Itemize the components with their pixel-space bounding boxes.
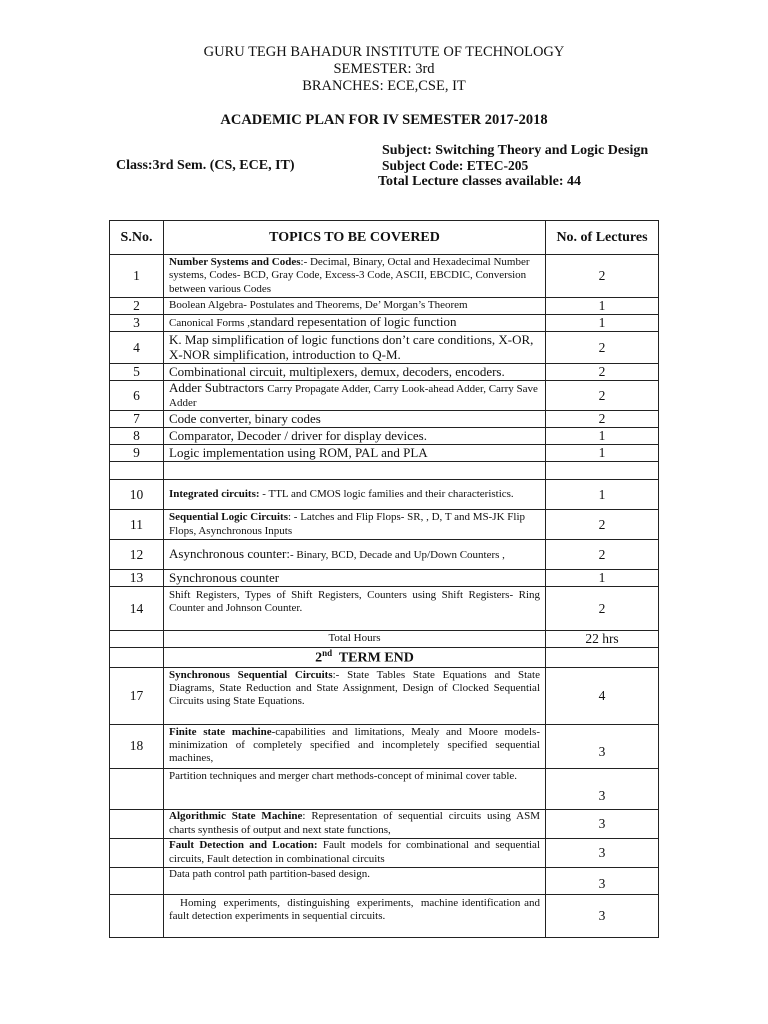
row-sno: 6 xyxy=(110,381,164,411)
empty-cell xyxy=(110,648,164,668)
row-topic xyxy=(164,315,546,332)
empty-cell xyxy=(110,631,164,648)
row-lectures: 2 xyxy=(546,332,659,364)
row-sno: 4 xyxy=(110,332,164,364)
table-row xyxy=(110,298,659,315)
term-end-number: 2 xyxy=(315,650,323,666)
row-topic xyxy=(164,667,546,724)
row-sno xyxy=(110,768,164,809)
row-sno xyxy=(110,809,164,838)
table-row xyxy=(110,510,659,540)
topic-text-large: Asynchronous counter: xyxy=(169,545,290,561)
topic-text: : - Latches and Flip Flops- SR, , D, T and MS-JK Flip Flops, Asynchronous Inputs xyxy=(169,511,526,537)
table-row xyxy=(110,480,659,510)
topic-heading: Finite state machine xyxy=(169,725,272,738)
term-end-text: TERM END xyxy=(332,650,414,666)
row-lectures: 1 xyxy=(546,445,659,462)
topic-text: Canonical Forms , xyxy=(169,317,250,330)
row-topic xyxy=(164,809,546,838)
row-sno xyxy=(110,838,164,867)
topic-text-large: Adder Subtractors xyxy=(169,380,268,396)
row-lectures: 2 xyxy=(546,364,659,381)
empty-cell xyxy=(546,462,659,480)
row-lectures: 4 xyxy=(546,667,659,724)
topic-text: -capabilities and limitations, Mealy and Moore models-minimization of completely specified and incompletely specified sequential machines, xyxy=(169,725,540,765)
row-sno: 3 xyxy=(110,315,164,332)
table-row xyxy=(110,428,659,445)
table-row xyxy=(110,809,659,838)
table-row xyxy=(110,570,659,587)
subject-code: Subject Code: ETEC-205 xyxy=(382,158,529,173)
topic-text: :- Decimal, Binary, Octal and Hexadecimal Number systems, Codes- BCD, Gray Code, Excess-3 Code, ASCII, EBCDIC, Conversion between various Codes xyxy=(169,256,530,295)
row-sno: 5 xyxy=(110,364,164,381)
semester-line: SEMESTER: 3rd xyxy=(333,61,435,77)
institute-name: GURU TEGH BAHADUR INSTITUTE OF TECHNOLOGY xyxy=(203,44,565,60)
term-end-suffix: nd xyxy=(322,648,333,658)
branches-line: BRANCHES: ECE,CSE, IT xyxy=(302,78,466,94)
row-topic: Shift Registers, Types of Shift Registers, Counters using Shift Registers- Ring Counter and Johnson Counter. xyxy=(164,587,546,631)
table-header-row xyxy=(110,221,659,255)
empty-cell xyxy=(164,462,546,480)
table-row xyxy=(110,445,659,462)
table-row xyxy=(110,255,659,298)
table-row xyxy=(110,540,659,570)
row-sno: 13 xyxy=(110,570,164,587)
topic-heading: Synchronous Sequential Circuits xyxy=(169,668,333,681)
row-lectures: 1 xyxy=(546,480,659,510)
row-topic xyxy=(164,724,546,768)
subject-line: Subject: Switching Theory and Logic Design xyxy=(382,143,649,158)
topic-text: Fault models for combinational and sequential circuits, Fault detection in combinational circuits xyxy=(169,839,540,865)
row-sno: 12 xyxy=(110,540,164,570)
row-topic: Comparator, Decoder / driver for display devices. xyxy=(164,428,546,445)
topic-heading: Sequential Logic Circuits xyxy=(169,511,288,524)
row-lectures: 3 xyxy=(546,838,659,867)
row-topic xyxy=(164,510,546,540)
row-topic: Code converter, binary codes xyxy=(164,411,546,428)
empty-row xyxy=(110,462,659,480)
header-lectures: No. of Lectures xyxy=(546,221,659,255)
row-lectures: 2 xyxy=(546,255,659,298)
row-lectures: 2 xyxy=(546,381,659,411)
topic-heading: Fault Detection and Location: xyxy=(169,839,318,852)
topic-text: - Binary, BCD, Decade and Up/Down Counters , xyxy=(289,548,505,561)
row-sno: 2 xyxy=(110,298,164,315)
table-row xyxy=(110,894,659,937)
row-sno: 9 xyxy=(110,445,164,462)
table-row xyxy=(110,867,659,894)
row-lectures: 3 xyxy=(546,809,659,838)
table-row xyxy=(110,364,659,381)
term-end-label xyxy=(164,648,546,668)
row-lectures: 1 xyxy=(546,315,659,332)
row-lectures: 3 xyxy=(546,867,659,894)
table-row xyxy=(110,315,659,332)
row-sno: 1 xyxy=(110,255,164,298)
row-sno: 8 xyxy=(110,428,164,445)
term-end-row xyxy=(110,648,659,668)
topic-text: - TTL and CMOS logic families and their characteristics. xyxy=(259,487,514,500)
total-lectures-available: Total Lecture classes available: 44 xyxy=(378,174,581,189)
row-lectures: 2 xyxy=(546,587,659,631)
row-sno: 10 xyxy=(110,480,164,510)
table-row xyxy=(110,667,659,724)
row-topic xyxy=(164,838,546,867)
table-row xyxy=(110,587,659,631)
topic-heading: Algorithmic State Machine xyxy=(169,810,303,823)
row-topic xyxy=(164,540,546,570)
row-sno: 7 xyxy=(110,411,164,428)
row-sno: 18 xyxy=(110,724,164,768)
row-sno xyxy=(110,867,164,894)
row-lectures: 2 xyxy=(546,411,659,428)
topic-text: Carry Propagate Adder, Carry Look-ahead Adder, Carry Save Adder xyxy=(169,383,538,409)
row-topic xyxy=(164,255,546,298)
row-topic: Logic implementation using ROM, PAL and PLA xyxy=(164,445,546,462)
header-sno: S.No. xyxy=(110,221,164,255)
row-topic: Boolean Algebra- Postulates and Theorems, De’ Morgan’s Theorem xyxy=(164,298,546,315)
empty-cell xyxy=(546,648,659,668)
row-topic: Homing experiments, distinguishing experiments, machine identification and fault detection experiments in sequential circuits. xyxy=(164,894,546,937)
topic-text-large: standard repesentation of logic function xyxy=(249,314,457,330)
empty-cell xyxy=(110,462,164,480)
row-topic: Data path control path partition-based design. xyxy=(164,867,546,894)
row-topic: Partition techniques and merger chart methods-concept of minimal cover table. xyxy=(164,768,546,809)
row-lectures: 3 xyxy=(546,724,659,768)
topic-text: :- State Tables State Equations and State Diagrams, State Reduction and State Assignment, Design of Clocked Sequential Circuits using State Equations. xyxy=(169,668,541,708)
plan-title: ACADEMIC PLAN FOR IV SEMESTER 2017-2018 xyxy=(220,112,548,128)
header-topics: TOPICS TO BE COVERED xyxy=(164,221,546,255)
row-sno: 11 xyxy=(110,510,164,540)
row-topic xyxy=(164,480,546,510)
row-lectures: 1 xyxy=(546,428,659,445)
row-lectures: 1 xyxy=(546,570,659,587)
table-row xyxy=(110,838,659,867)
row-topic: Synchronous counter xyxy=(164,570,546,587)
row-topic xyxy=(164,381,546,411)
table-row xyxy=(110,332,659,364)
row-sno: 17 xyxy=(110,667,164,724)
row-topic: K. Map simplification of logic functions don’t care conditions, X-OR, X-NOR simplification, introduction to Q-M. xyxy=(164,332,546,364)
row-lectures: 1 xyxy=(546,298,659,315)
total-hours-value: 22 hrs xyxy=(546,631,659,648)
table-row xyxy=(110,381,659,411)
row-sno: 14 xyxy=(110,587,164,631)
class-line: Class:3rd Sem. (CS, ECE, IT) xyxy=(116,158,295,173)
total-hours-row xyxy=(110,631,659,648)
topic-heading: Number Systems and Codes xyxy=(169,256,301,269)
row-lectures: 3 xyxy=(546,894,659,937)
topic-heading: Integrated circuits: xyxy=(169,487,260,500)
table-row xyxy=(110,768,659,809)
row-sno xyxy=(110,894,164,937)
topic-text: : Representation of sequential circuits using ASM charts synthesis of output and next state functions, xyxy=(169,810,540,836)
table-row xyxy=(110,724,659,768)
academic-plan-table xyxy=(109,220,659,938)
row-lectures: 2 xyxy=(546,510,659,540)
total-hours-label: Total Hours xyxy=(164,631,546,648)
row-lectures: 2 xyxy=(546,540,659,570)
row-lectures: 3 xyxy=(546,768,659,809)
table-row xyxy=(110,411,659,428)
row-topic: Combinational circuit, multiplexers, demux, decoders, encoders. xyxy=(164,364,546,381)
